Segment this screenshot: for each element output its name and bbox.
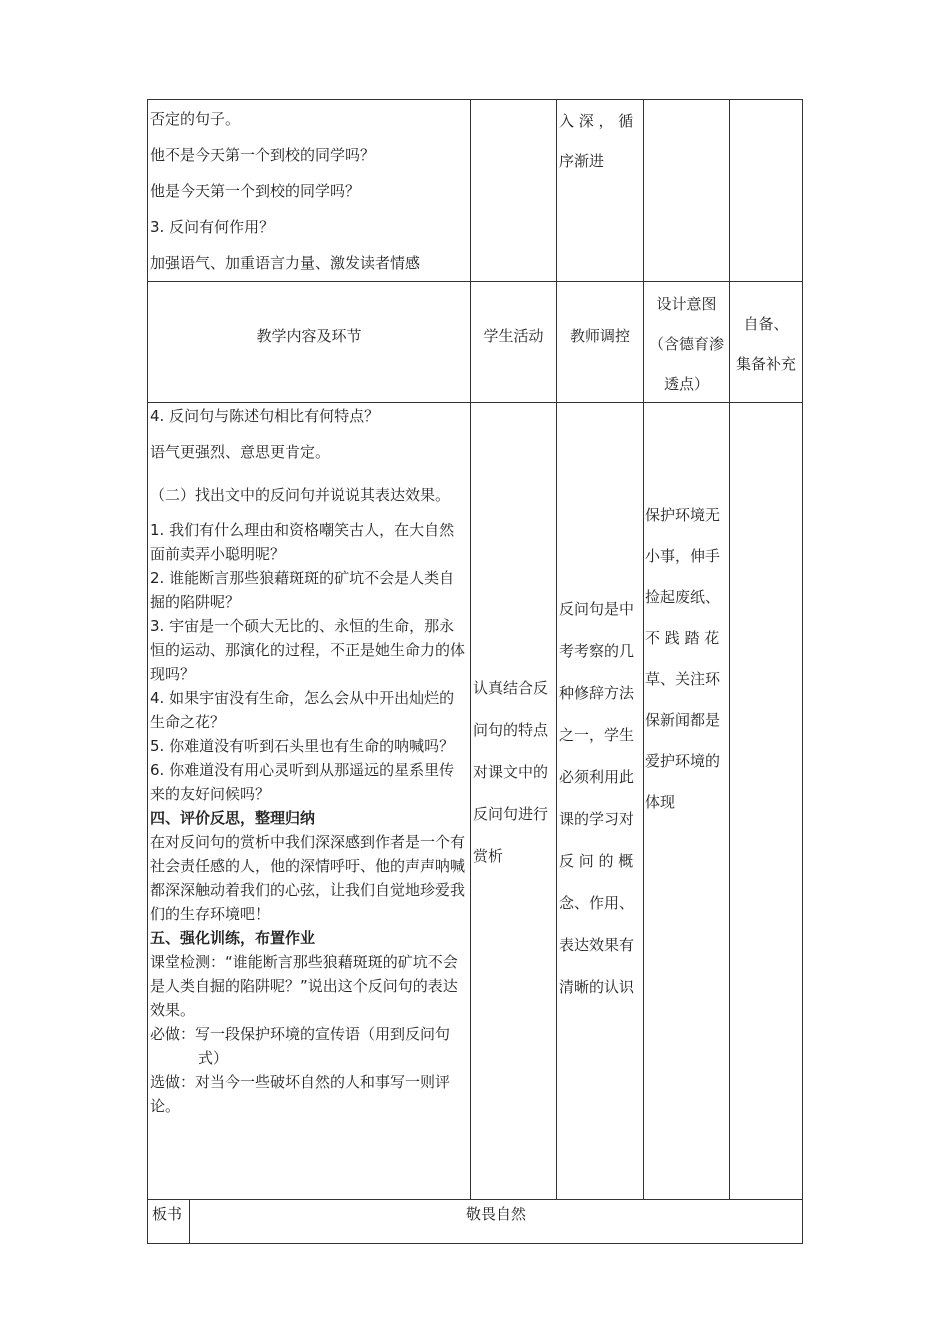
text-line: 透点） [663, 375, 709, 393]
text-line: 认真结合反 [473, 679, 549, 697]
text-line: 保护环境无 [645, 506, 721, 524]
top-row-teacher-cell [559, 101, 643, 181]
text-line: 念、作用、 [559, 894, 635, 912]
blackboard-content: 敬畏自然 [465, 1205, 526, 1223]
text-line: 他不是今天第一个到校的同学吗？ [150, 146, 376, 164]
text-line: 加强语气、加重语言力量、激发读者情感 [150, 254, 421, 272]
text-line: 捡起废纸、 [645, 588, 721, 606]
text-line: 表达效果有 [559, 936, 635, 954]
text-line: 集备补充 [735, 355, 796, 373]
reflection-paragraph: 在对反问句的赏析中我们深深感到作者是一个有社会责任感的人，他的深情呼吁、他的声声呐喊都深深触动着我们的心弦，让我们自觉地珍爱我们的生存环境吧！ [150, 833, 466, 923]
section-heading: 五、强化训练，布置作业 [150, 929, 316, 947]
main-student-activity-cell [473, 667, 557, 877]
table-border-bottom [147, 1243, 803, 1244]
text-line: 不 践 踏 花 [645, 629, 720, 647]
text-line: 对课文中的 [473, 763, 549, 781]
text-line: 3. 反问有何作用？ [150, 218, 275, 236]
row-divider-footer-top [147, 1199, 803, 1200]
top-row-content-cell [150, 101, 468, 281]
text-line: （含德育渗 [648, 335, 724, 353]
example-item: 2. 谁能断言那些狼藉斑斑的矿坑不会是人类自掘的陷阱呢？ [150, 569, 455, 611]
text-line: 课的学习对 [559, 810, 635, 828]
main-design-intent-cell [645, 495, 729, 823]
example-item: 4. 如果宇宙没有生命，怎么会从中开出灿烂的生命之花？ [150, 689, 455, 731]
table-border-top [147, 99, 803, 100]
text-line: 问句的特点 [473, 721, 549, 739]
text-line: 反问句是中 [559, 600, 635, 618]
text-line: 否定的句子。 [150, 110, 241, 128]
question-item: 4. 反问句与陈述句相比有何特点？ [150, 407, 380, 425]
text-line: 清晰的认识 [559, 978, 635, 996]
text-line: 考考察的几 [559, 642, 635, 660]
column-divider-3 [643, 99, 644, 1199]
text-line: 必须利用此 [559, 768, 635, 786]
header-supplement [730, 304, 802, 384]
text-line: 自备、 [743, 315, 789, 333]
main-content-cell [150, 404, 468, 1118]
text-line: 保新闻都是 [645, 711, 721, 729]
example-item: 5. 你难道没有听到石头里也有生命的呐喊吗？ [150, 737, 455, 755]
column-divider-4 [729, 99, 730, 1199]
text-line: 赏析 [473, 847, 504, 865]
column-divider-2 [556, 99, 557, 1199]
table-border-right [802, 99, 803, 1244]
column-divider-1 [470, 99, 471, 1199]
text-line: 他是今天第一个到校的同学吗？ [150, 182, 361, 200]
text-line: 种修辞方法 [559, 684, 635, 702]
text-line: 体现 [645, 793, 676, 811]
text-line: 爱护环境的 [645, 752, 721, 770]
header-content: 教学内容及环节 [256, 327, 362, 345]
blackboard-label: 板书 [152, 1205, 183, 1223]
text-line: 序渐进 [559, 152, 605, 170]
task-item: （二）找出文中的反问句并说说其表达效果。 [150, 486, 451, 504]
text-line: 反 问 的 概 [559, 852, 634, 870]
classroom-test: 课堂检测：“谁能断言那些狼藉斑斑的矿坑不会是人类自掘的陷阱呢？”说出这个反问句的表达效果。 [150, 953, 458, 1019]
answer-item: 语气更强烈、意思更肯定。 [150, 443, 331, 461]
header-student-activity: 学生活动 [483, 327, 544, 345]
text-line: 设计意图 [656, 295, 717, 313]
header-teacher-control: 教师调控 [569, 327, 630, 345]
table-border-left [147, 99, 148, 1244]
required-homework: 必做：写一段保护环境的宣传语（用到反问句式） [150, 1025, 451, 1067]
example-item: 3. 宇宙是一个硕大无比的、永恒的生命，那永恒的运动、那演化的过程，不正是她生命力的体现吗？ [150, 617, 466, 683]
text-line: 之一，学生 [559, 726, 635, 744]
text-line: 反问句进行 [473, 805, 549, 823]
text-line: 小事，伸手 [645, 547, 721, 565]
example-item: 1. 我们有什么理由和资格嘲笑古人，在大自然面前卖弄小聪明呢？ [150, 521, 455, 563]
header-design-intent [644, 284, 729, 404]
example-item: 6. 你难道没有用心灵听到从那遥远的星系里传来的友好问候吗？ [150, 761, 455, 803]
optional-homework: 选做：对当今一些破坏自然的人和事写一则评论。 [150, 1073, 451, 1115]
row-divider-header-top [147, 281, 803, 282]
main-teacher-control-cell [559, 588, 643, 1008]
text-line: 入 深 ， 循 [559, 112, 634, 130]
text-line: 草、关注环 [645, 670, 721, 688]
section-heading: 四、评价反思，整理归纳 [150, 809, 316, 827]
